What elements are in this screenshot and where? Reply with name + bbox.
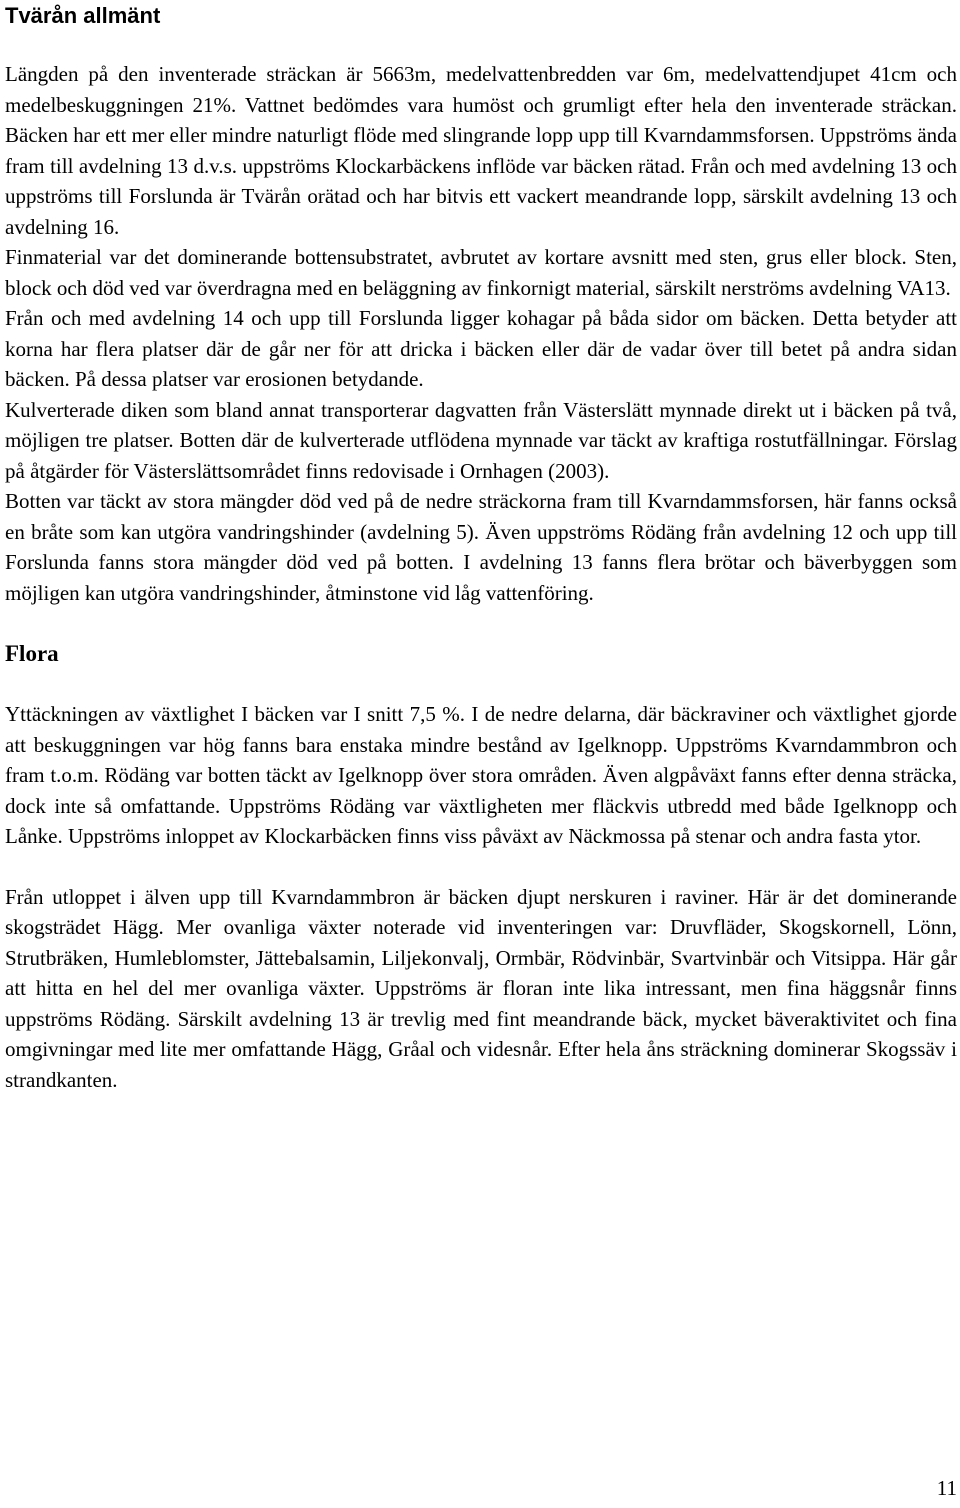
paragraph: Botten var täckt av stora mängder död ved på de nedre sträckorna fram till Kvarndammsforsen, här fanns också en bråte som kan utgöra vandringshinder (avdelning 5). Även uppströms Rödäng från avdelning 12 och upp till Forslunda fanns stora mängder död ved på botten. I avdelning 13 fanns flera brötar och bäverbyggen som möjligen kan utgöra vandringshinder, åtminstone vid låg vattenföring. (5, 489, 957, 605)
section-body-tvaran-allmant (5, 59, 957, 608)
section-body-flora (5, 699, 957, 1095)
paragraph: Från utloppet i älven upp till Kvarndammbron är bäcken djupt nerskuren i raviner. Här är det dominerande skogsträdet Hägg. Mer ovanliga växter noterade vid inventeringen var: Druvfläder, Skogskornell, Lönn, Strutbräken, Humleblomster, Jättebalsamin, Liljekonvalj, Ormbär, Rödvinbär, Svartvinbär och Vitsippa. Här går att hitta en hel del mer ovanliga växter. Uppströms är floran inte lika intressant, men fina häggsnår finns uppströms Rödäng. Särskilt avdelning 13 är trevlig med fint meandrande bäck, mycket bäveraktivitet och fina omgivningar med lite mer omfattande Hägg, Gråal och videsnår. Efter hela åns sträckning dominerar Skogssäv i strandkanten. (5, 884, 957, 1092)
paragraph: Kulverterade diken som bland annat transporterar dagvatten från Västerslätt mynnade direkt ut i bäcken på två, möjligen tre platser. Botten där de kulverterade utflödena mynnade var täckt av kraftiga rostutfällningar. Förslag på åtgärder för Västerslättsområdet finns redovisade i Ornhagen (2003). (5, 397, 957, 483)
page-number: 11 (936, 1476, 957, 1500)
section-heading-flora: Flora (5, 641, 59, 666)
paragraph: Yttäckningen av växtlighet I bäcken var I snitt 7,5 %. I de nedre delarna, där bäckraviner och växtlighet gjorde att beskuggningen var hög fanns bara enstaka mindre bestånd av Igelknopp. Uppströms Kvarndammbron och fram t.o.m. Rödäng var botten täckt av Igelknopp över stora områden. Även algpåväxt fanns efter denna sträcka, dock inte så omfattande. Uppströms Rödäng var växtligheten mer fläckvis utbredd med både Igelknopp och Lånke. Uppströms inloppet av Klockarbäcken finns viss påväxt av Näckmossa på stenar och andra fasta ytor. (5, 702, 957, 848)
paragraph: Från och med avdelning 14 och upp till Forslunda ligger kohagar på båda sidor om bäcken. Detta betyder att korna har flera platser där de går ner för att dricka i bäcken eller där de vadar över till betet på andra sidan bäcken. På dessa platser var erosionen betydande. (5, 306, 957, 391)
document-page (5, 0, 957, 1095)
paragraph: Längden på den inventerade sträckan är 5663m, medelvattenbredden var 6m, medelvattendjupet 41cm och medelbeskuggningen 21%. Vattnet bedömdes vara humöst och grumligt efter hela den inventerade sträckan. Bäcken har ett mer eller mindre naturligt flöde med slingrande lopp upp till Kvarndammsforsen. Uppströms ända fram till avdelning 13 d.v.s. uppströms Klockarbäckens inflöde var bäcken rätad. Från och med avdelning 13 och uppströms till Forslunda är Tvärån orätad och har bitvis ett vackert meandrande lopp, särskilt avdelning 13 och avdelning 16. (5, 62, 957, 239)
paragraph: Finmaterial var det dominerande bottensubstratet, avbrutet av kortare avsnitt med sten, grus eller block. Sten, block och död ved var överdragna med en beläggning av finkornigt material, särskilt nerströms avdelning VA13. (5, 245, 957, 300)
section-heading-tvaran-allmant: Tvärån allmänt (5, 3, 161, 28)
